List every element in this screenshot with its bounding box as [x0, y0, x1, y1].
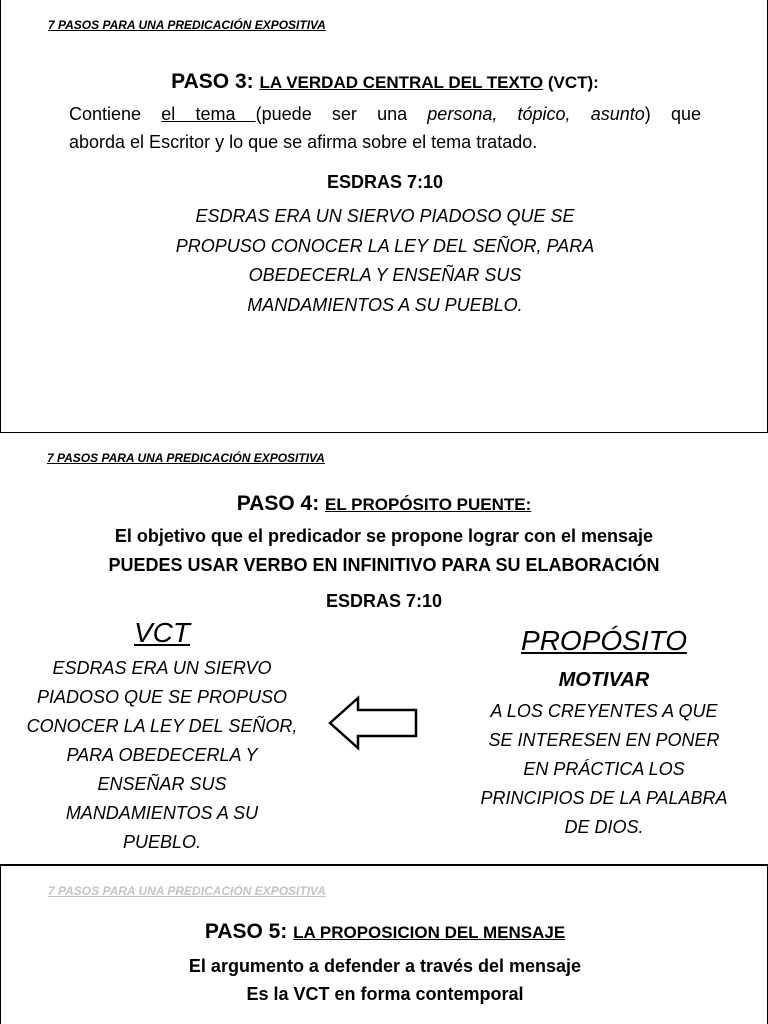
step-label: PASO 4:: [236, 492, 326, 515]
objective-line: El objetivo que el predicador se propone lograr con el mensaje: [114, 526, 654, 546]
vct-line: ESDRAS ERA UN SIERVO: [52, 658, 272, 678]
vct-line: PARA OBEDECERLA Y: [66, 745, 258, 765]
proposito-line: PRINCIPIOS DE LA PALABRA: [480, 788, 728, 808]
scripture-reference: ESDRAS 7:10: [325, 591, 443, 611]
proposito-line: EN PRÁCTICA LOS: [523, 759, 685, 779]
proposito-column-title: PROPÓSITO: [521, 625, 687, 656]
vct-line: ENSEÑAR SUS: [97, 774, 227, 794]
slide-paso-4: [0, 433, 768, 866]
slide-title: [0, 492, 768, 516]
definition-text-line: aborda el Escritor y lo que se afirma sobre el tema tratado.: [69, 132, 538, 152]
step-label: PASO 3:: [171, 70, 260, 93]
vct-line: MANDAMIENTOS A SU: [65, 803, 259, 823]
definition-examples: persona, tópico, asunto: [427, 104, 645, 124]
scripture-reference: ESDRAS 7:10: [326, 172, 444, 192]
step-topic: LA VERDAD CENTRAL DEL TEXTO: [259, 73, 544, 92]
verse-line: OBEDECERLA Y ENSEÑAR SUS: [248, 265, 522, 285]
vct-line: CONOCER LA LEY DEL SEÑOR,: [26, 716, 298, 736]
slide-paso-3: [0, 0, 768, 433]
slide-title: [1, 920, 768, 944]
verse-line: MANDAMIENTOS A SU PUEBLO.: [247, 294, 523, 315]
slide-title: [1, 70, 768, 94]
step-label: PASO 5:: [204, 920, 294, 943]
definition-keyword: el tema: [161, 104, 256, 124]
proposito-line: SE INTERESEN EN PONER: [488, 730, 720, 750]
verse-line: ESDRAS ERA UN SIERVO PIADOSO QUE SE: [195, 206, 575, 226]
proposito-line: A LOS CREYENTES A QUE: [490, 701, 718, 721]
proposito-verb: MOTIVAR: [558, 669, 650, 691]
proposito-line: DE DIOS.: [564, 817, 644, 837]
definition-text-part: Contiene: [69, 104, 162, 124]
definition-text: [69, 100, 701, 156]
step-topic: EL PROPÓSITO PUENTE:: [325, 495, 532, 514]
argument-line: El argumento a defender a través del mensaje: [188, 956, 582, 976]
slide-paso-5: [0, 866, 768, 1024]
vct-column-title: VCT: [134, 617, 190, 648]
slide-header: 7 PASOS PARA UNA PREDICACIÓN EXPOSITIVA: [48, 18, 326, 32]
instruction-line: PUEDES USAR VERBO EN INFINITIVO PARA SU ELABORACIÓN: [108, 555, 660, 575]
vct-line: PIADOSO QUE SE PROPUSO: [36, 687, 288, 707]
left-arrow-icon: [328, 695, 420, 751]
vct-column-text: [12, 654, 312, 857]
definition-text-part: (puede ser una: [255, 104, 428, 124]
verse-line: PROPUSO CONOCER LA LEY DEL SEÑOR, PARA: [175, 235, 595, 256]
definition-text-part: ) que: [644, 104, 702, 124]
verse-paraphrase: [1, 202, 768, 320]
step-topic: LA PROPOSICION DEL MENSAJE: [293, 923, 566, 942]
definition-line: Es la VCT en forma contemporal: [246, 984, 524, 1004]
proposito-column-text: [454, 697, 754, 842]
slide-header: 7 PASOS PARA UNA PREDICACIÓN EXPOSITIVA: [48, 884, 326, 898]
slide-header: 7 PASOS PARA UNA PREDICACIÓN EXPOSITIVA: [47, 451, 325, 465]
step-topic-suffix: (VCT):: [543, 73, 599, 92]
vct-line: PUEBLO.: [122, 832, 202, 852]
